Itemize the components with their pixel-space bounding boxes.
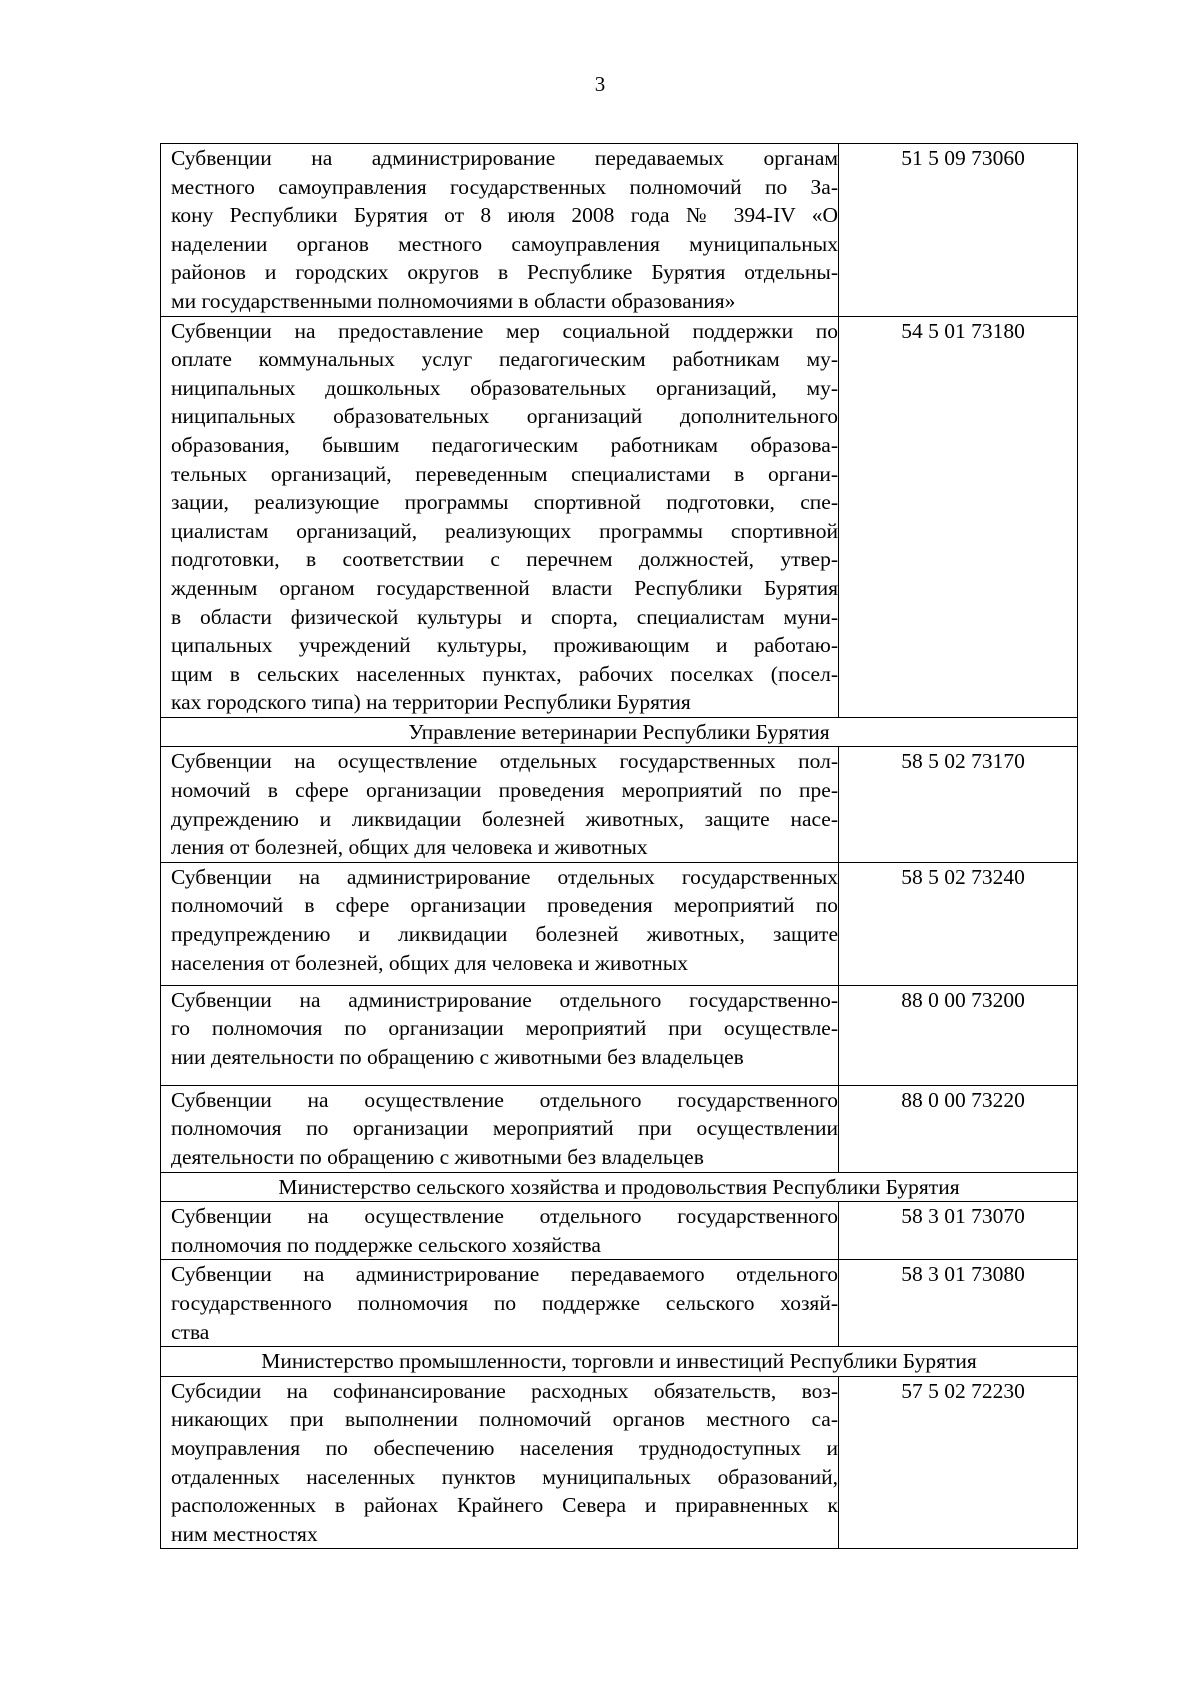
table-row: [161, 1376, 1078, 1549]
code-cell: [839, 316, 1078, 717]
description-line: предупреждению и ликвидации болезней животных, защите: [171, 922, 838, 947]
subvention-table: [160, 143, 1078, 1549]
description-line: никающих при выполнении полномочий органов местного са-: [171, 1407, 838, 1432]
budget-code: 88 0 00 73220: [901, 1087, 1025, 1112]
description-line: Субвенции на администрирование передаваемого отдельного: [171, 1262, 838, 1287]
description-line: районов и городских округов в Республике Бурятия отдельны-: [171, 260, 838, 285]
budget-code: 58 3 01 73080: [901, 1262, 1025, 1287]
code-cell: [839, 1085, 1078, 1172]
code-cell: [839, 144, 1078, 317]
table-row: [161, 316, 1078, 717]
section-heading: Управление ветеринарии Республики Бурятия: [161, 717, 1078, 747]
description-line: Субвенции на администрирование отдельных государственных: [171, 864, 838, 889]
section-heading-row: [161, 1172, 1078, 1202]
budget-code: 57 5 02 72230: [901, 1378, 1025, 1403]
description-line: местного самоуправления государственных полномочий по За-: [171, 174, 838, 199]
description-line: образования, бывшим педагогическим работникам образова-: [171, 432, 838, 457]
description-line: Субвенции на осуществление отдельных государственных пол-: [171, 749, 838, 774]
description-cell: [161, 747, 839, 862]
description-line: расположенных в районах Крайнего Севера и приравненных к: [171, 1493, 838, 1518]
description-line: отдаленных населенных пунктов муниципальных образований,: [171, 1464, 838, 1489]
description-line: полномочия по поддержке сельского хозяйства: [171, 1232, 601, 1257]
code-cell: [839, 1202, 1078, 1260]
section-heading-row: [161, 717, 1078, 747]
description-line: наделении органов местного самоуправления муниципальных: [171, 231, 838, 256]
description-line: полномочий в сфере организации проведения мероприятий по: [171, 893, 838, 918]
table-row: [161, 1085, 1078, 1172]
table-row: [161, 1260, 1078, 1347]
budget-code: 58 5 02 73240: [901, 864, 1025, 889]
description-cell: [161, 1376, 839, 1549]
description-line: Субвенции на администрирование отдельного государственно-: [171, 987, 838, 1012]
table-row: [161, 985, 1078, 1085]
description-line: ства: [171, 1319, 210, 1344]
section-heading-row: [161, 1347, 1078, 1377]
code-cell: [839, 1376, 1078, 1549]
description-cell: [161, 862, 839, 985]
description-line: Субвенции на осуществление отдельного государственного: [171, 1204, 838, 1229]
description-line: Субсидии на софинансирование расходных обязательств, воз-: [171, 1378, 838, 1403]
description-line: подготовки, в соответствии с перечнем должностей, утвер-: [171, 547, 838, 572]
description-line: Субвенции на осуществление отдельного государственного: [171, 1087, 838, 1112]
description-cell: [161, 985, 839, 1085]
description-line: ниципальных дошкольных образовательных организаций, му-: [171, 375, 838, 400]
description-line: Субвенции на администрирование передаваемых органам: [171, 146, 838, 170]
description-line: ципальных учреждений культуры, проживающим и работаю-: [171, 633, 838, 658]
code-cell: [839, 1260, 1078, 1347]
code-cell: [839, 985, 1078, 1085]
description-line: дупреждению и ликвидации болезней животных, защите насе-: [171, 806, 838, 831]
description-cell: [161, 1202, 839, 1260]
description-line: зации, реализующие программы спортивной подготовки, спе-: [171, 490, 838, 515]
description-line: циалистам организаций, реализующих программы спортивной: [171, 518, 838, 543]
description-line: жденным органом государственной власти Республики Бурятия: [171, 575, 838, 600]
description-line: деятельности по обращению с животными без владельцев: [171, 1145, 704, 1170]
description-cell: [161, 144, 839, 317]
budget-code: 51 5 09 73060: [901, 146, 1025, 170]
budget-code: 58 3 01 73070: [901, 1204, 1025, 1229]
description-line: ках городского типа) на территории Республики Бурятия: [171, 690, 691, 715]
table-row: [161, 747, 1078, 862]
table-row: [161, 862, 1078, 985]
table-row: [161, 1202, 1078, 1260]
description-line: нии деятельности по обращению с животными без владельцев: [171, 1045, 744, 1070]
page-number: 3: [594, 72, 606, 96]
description-line: ниципальных образовательных организаций дополнительного: [171, 404, 838, 429]
description-line: ним местностях: [171, 1521, 318, 1546]
description-cell: [161, 316, 839, 717]
table-row: [161, 144, 1078, 317]
description-line: щим в сельских населенных пунктах, рабочих поселках (посел-: [171, 661, 838, 686]
budget-code: 58 5 02 73170: [901, 749, 1025, 774]
budget-code: 54 5 01 73180: [901, 318, 1025, 343]
description-line: тельных организаций, переведенным специалистами в органи-: [171, 461, 838, 486]
description-line: полномочия по организации мероприятий при осуществлении: [171, 1116, 838, 1141]
description-line: оплате коммунальных услуг педагогическим работникам му-: [171, 347, 838, 372]
description-line: моуправления по обеспечению населения труднодоступных и: [171, 1435, 838, 1460]
description-line: Субвенции на предоставление мер социальной поддержки по: [171, 318, 838, 343]
description-cell: [161, 1085, 839, 1172]
budget-code: 88 0 00 73200: [901, 987, 1025, 1012]
description-line: номочий в сфере организации проведения мероприятий по пре-: [171, 778, 838, 803]
description-line: в области физической культуры и спорта, специалистам муни-: [171, 604, 838, 629]
code-cell: [839, 747, 1078, 862]
section-heading: Министерство сельского хозяйства и продовольствия Республики Бурятия: [161, 1172, 1078, 1202]
description-line: ления от болезней, общих для человека и животных: [171, 835, 648, 860]
description-line: ми государственными полномочиями в области образования»: [171, 288, 736, 313]
description-cell: [161, 1260, 839, 1347]
description-line: государственного полномочия по поддержке сельского хозяй-: [171, 1291, 838, 1315]
section-heading: Министерство промышленности, торговли и инвестиций Республики Бурятия: [161, 1347, 1078, 1377]
description-line: населения от болезней, общих для человека и животных: [171, 950, 688, 975]
description-line: го полномочия по организации мероприятий при осуществле-: [171, 1016, 838, 1041]
code-cell: [839, 862, 1078, 985]
description-line: кону Республики Бурятия от 8 июля 2008 года № 394-IV «О: [171, 203, 838, 228]
